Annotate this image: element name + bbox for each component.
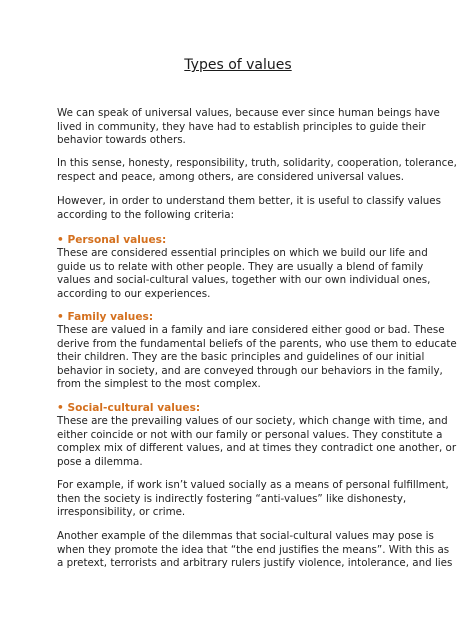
paragraph-line: when they promote the idea that “the end justifies the means”. With this as — [57, 543, 450, 556]
criteria-paragraph — [57, 195, 441, 222]
paragraph-line: For example, if work isn’t valued socially as a means of personal fulfillment, — [57, 479, 449, 491]
paragraph-line: a pretext, terrorists and arbitrary rulers justify violence, intolerance, and lies — [57, 557, 453, 570]
paragraph-line: guide us to relate with other people. They are usually a blend of family — [57, 260, 424, 273]
paragraph-line: complex mix of different values, and at times they contradict one another, or — [57, 442, 457, 455]
paragraph-line: We can speak of universal values, because ever since human beings have — [57, 107, 440, 119]
paragraph-line: according to the following criteria: — [57, 208, 235, 221]
paragraph-line: from the simplest to the most complex. — [57, 378, 261, 391]
paragraph-line: respect and peace, among others, are considered universal values. — [57, 170, 405, 183]
paragraph-line: However, in order to understand them better, it is useful to classify values — [57, 195, 441, 207]
paragraph-line: behavior towards others. — [57, 134, 186, 147]
document-title: Types of values — [184, 57, 292, 73]
paragraph-line: pose a dilemma. — [57, 455, 143, 468]
paragraph-line: either coincide or not with our family or personal values. They constitute a — [57, 428, 443, 441]
personal-values-paragraph — [57, 247, 431, 301]
paragraph-line: according to our experiences. — [57, 287, 211, 300]
family-values-paragraph — [57, 324, 457, 392]
paragraph-line: values and social-cultural values, together with our own individual ones, — [57, 274, 431, 287]
universal-values-paragraph — [57, 157, 457, 184]
family-values-heading: • Family values: — [57, 311, 154, 323]
paragraph-line: their children. They are the basic principles and guidelines of our initial — [57, 351, 425, 364]
paragraph-line: In this sense, honesty, responsibility, truth, solidarity, cooperation, tolerance, — [57, 157, 457, 169]
paragraph-line: These are valued in a family and iare considered either good or bad. These — [57, 324, 445, 336]
paragraph-line: irresponsibility, or crime. — [57, 506, 186, 519]
personal-values-heading: • Personal values: — [57, 234, 167, 246]
social-cultural-values-paragraph — [57, 415, 457, 469]
paragraph-line: then the society is indirectly fostering “anti-values” like dishonesty, — [57, 492, 407, 505]
social-cultural-values-heading: • Social-cultural values: — [57, 402, 201, 414]
paragraph-line: lived in community, they have had to establish principles to guide their — [57, 120, 426, 133]
second-example-paragraph — [57, 530, 453, 571]
paragraph-line: Another example of the dilemmas that social-cultural values may pose is — [57, 530, 434, 542]
paragraph-line: derive from the fundamental beliefs of the parents, who use them to educate — [57, 337, 457, 350]
paragraph-line: behavior in society, and are conveyed through our behaviors in the family, — [57, 364, 443, 377]
paragraph-line: These are the prevailing values of our society, which change with time, and — [57, 415, 448, 427]
intro-paragraph — [57, 107, 440, 148]
first-example-paragraph — [57, 479, 449, 520]
paragraph-line: These are considered essential principles on which we build our life and — [57, 247, 428, 259]
